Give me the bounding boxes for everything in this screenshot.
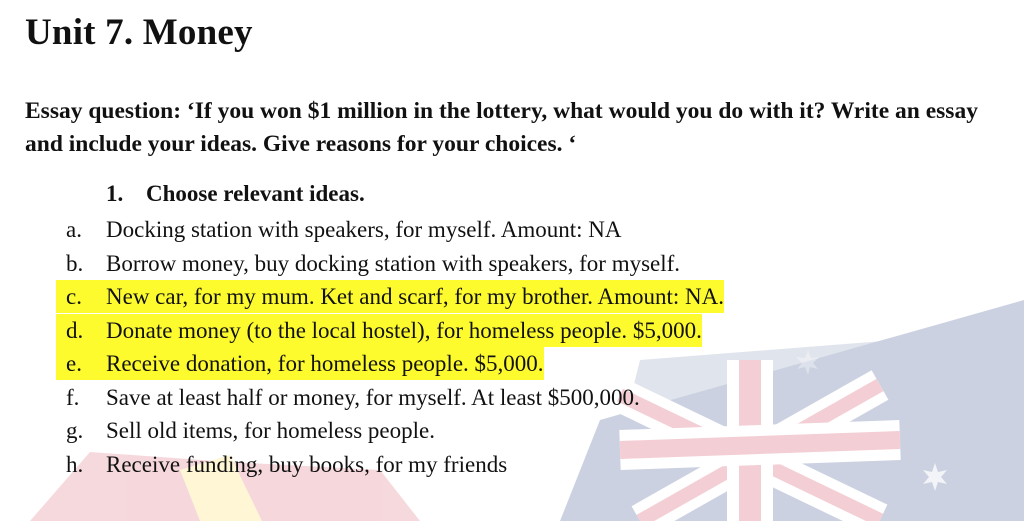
page-title: Unit 7. Money — [25, 12, 253, 53]
list-item — [66, 381, 724, 415]
list-item-text: Sell old items, for homeless people. — [106, 418, 435, 443]
list-item — [66, 448, 724, 482]
list-item-text: Receive funding, buy books, for my friends — [106, 451, 508, 477]
list-item-letter: d. — [56, 314, 106, 347]
list-item-letter: b. — [66, 250, 84, 276]
list-item-letter: c. — [56, 280, 106, 313]
essay-question: Essay question: ‘If you won $1 million in the lottery, what would you do with it? Write an essay and include your ideas. Give reasons for your choices. ‘ — [25, 98, 978, 157]
step-heading-text: Choose relevant ideas. — [146, 181, 365, 206]
list-item-text: Borrow money, buy docking station with speakers, for myself. — [106, 250, 681, 276]
list-item-text: New car, for my mum. Ket and scarf, for my brother. Amount: NA. — [106, 280, 724, 313]
list-item-letter: f. — [66, 384, 80, 410]
list-item-letter: g. — [66, 418, 84, 443]
list-item-text: Docking station with speakers, for myself. Amount: NA — [106, 217, 622, 242]
list-item-letter: a. — [66, 217, 82, 242]
list-item — [66, 213, 724, 247]
list-item — [66, 347, 724, 381]
list-item-letter: h. — [66, 451, 84, 477]
list-item — [66, 314, 724, 348]
list-item-text: Save at least half or money, for myself. At least $500,000. — [106, 384, 640, 410]
list-item — [66, 280, 724, 314]
list-item-text: Donate money (to the local hostel), for homeless people. $5,000. — [106, 314, 702, 347]
list-item — [66, 247, 724, 281]
step-heading — [106, 181, 365, 207]
list-item-text: Receive donation, for homeless people. $5,000. — [106, 347, 544, 380]
list-item-letter: e. — [56, 347, 106, 380]
step-number: 1. — [106, 181, 124, 206]
ideas-list — [66, 213, 724, 481]
list-item — [66, 414, 724, 448]
